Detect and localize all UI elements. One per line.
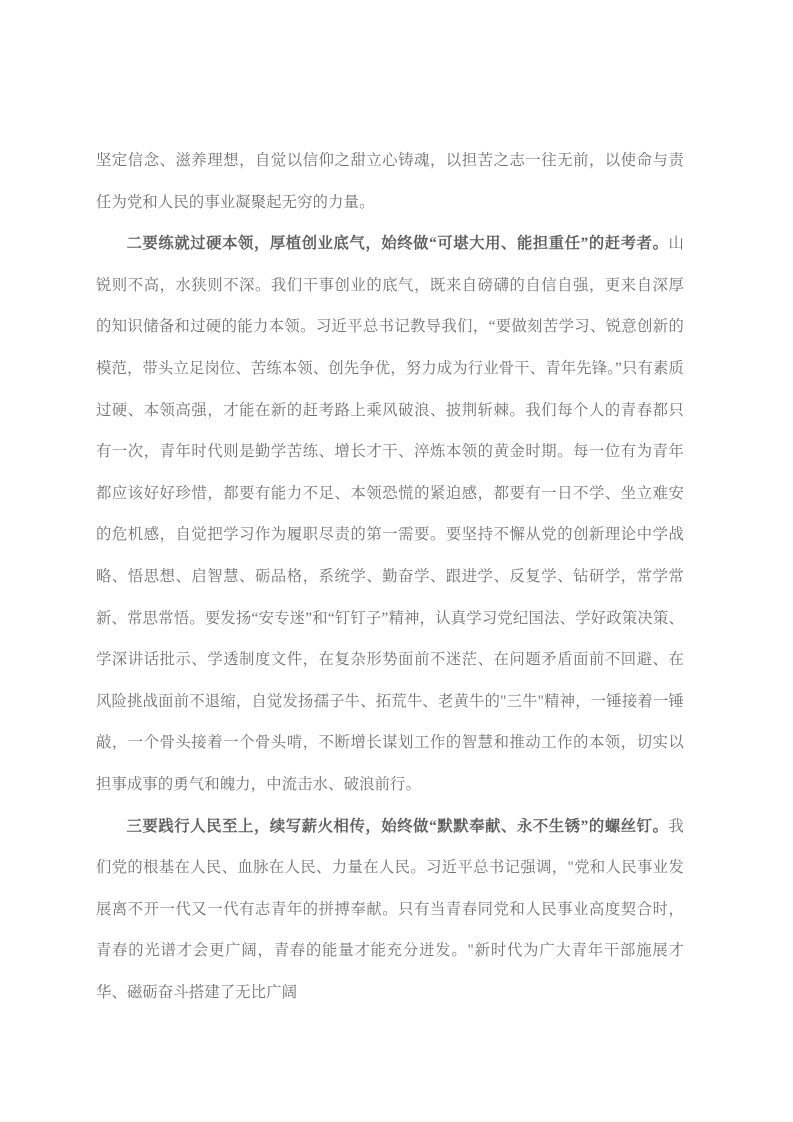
paragraph-2-heading: 二要练就过硬本领，厚植创业底气，始终做“可堪大用、能担重任”的赶考者。 (126, 235, 669, 253)
paragraph-2 (96, 223, 684, 805)
paragraph-3-heading: 三要践行人民至上，续写薪火相传，始终做“默默奉献、永不生锈”的螺丝钉。 (126, 817, 669, 835)
page-text-body (96, 140, 684, 1013)
paragraph-3 (96, 806, 684, 1014)
paragraph-1-text: 坚定信念、滋养理想，自觉以信仰之甜立心铸魂，以担苦之志一往无前，以使命与责任为党和人民的事业凝聚起无穷的力量。 (96, 152, 684, 211)
paragraph-1 (96, 140, 684, 223)
paragraph-2-text: 山锐则不高，水狭则不深。我们干事创业的底气，既来自磅礴的自信自强，更来自深厚的知识储备和过硬的能力本领。习近平总书记教导我们，“要做刻苦学习、锐意创新的模范，带头立足岗位、苦练本领、创先争优，努力成为行业骨干、青年先锋。”只有素质过硬、本领高强，才能在新的赶考路上乘风破浪、披荆斩棘。我们每个人的青春都只有一次，青年时代则是勤学苦练、增长才干、淬炼本领的黄金时期。每一位有为青年都应该好好珍惜，都要有能力不足、本领恐慌的紧迫感，都要有一日不学、坐立难安的危机感，自觉把学习作为履职尽责的第一需要。要坚持不懈从党的创新理论中学战略、悟思想、启智慧、砺品格，系统学、勤奋学、跟进学、反复学、钻研学，常学常新、常思常悟。要发扬“安专迷”和“钉钉子”精神，认真学习党纪国法、学好政策决策、学深讲话批示、学透制度文件，在复杂形势面前不迷茫、在问题矛盾面前不回避、在风险挑战面前不退缩，自觉发扬孺子牛、拓荒牛、老黄牛的"三牛"精神，一锤接着一锤敲，一个骨头接着一个骨头啃，不断增长谋划工作的智慧和推动工作的本领，切实以担事成事的勇气和魄力，中流击水、破浪前行。 (96, 235, 684, 793)
paragraph-3-text: 我们党的根基在人民、血脉在人民、力量在人民。习近平总书记强调，"党和人民事业发展离不开一代又一代有志青年的拼搏奉献。只有当青春同党和人民事业高度契合时，青春的光谱才会更广阔，青春的能量才能充分迸发。"新时代为广大青年干部施展才华、磁砺奋斗搭建了无比广阔 (96, 817, 684, 1001)
